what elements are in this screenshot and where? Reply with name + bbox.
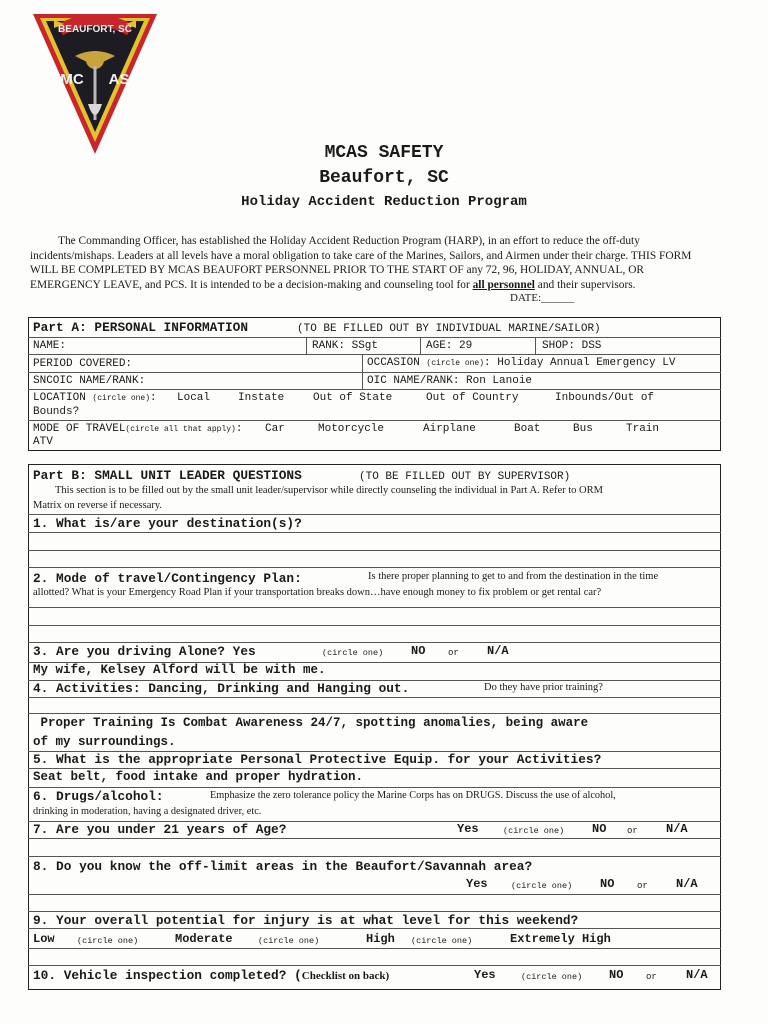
question-7-option-na[interactable]: N/A (666, 822, 688, 836)
location-option-local[interactable]: Local (177, 392, 211, 404)
location-option-inbounds[interactable]: Inbounds/Out of (555, 392, 655, 404)
question-3-option-no[interactable]: NO (411, 644, 426, 658)
question-9-circle-note-2: (circle one) (258, 936, 320, 946)
travel-option-car[interactable]: Car (265, 423, 285, 435)
logo-text-top: BEAUFORT, SC (58, 24, 132, 35)
location-option-out-of-state[interactable]: Out of State (313, 392, 393, 404)
intro-paragraph (30, 234, 715, 292)
question-9-circle-note-1: (circle one) (77, 936, 139, 946)
question-10-option-no[interactable]: NO (609, 968, 624, 982)
question-8-or: or (637, 881, 648, 891)
question-7-option-yes[interactable]: Yes (457, 822, 479, 836)
question-7: 7. Are you under 21 years of Age? (33, 822, 287, 837)
location-option-wrap: Bounds? (33, 406, 80, 418)
question-1: 1. What is/are your destination(s)? (33, 516, 302, 531)
part-b-title: Part B: SMALL UNIT LEADER QUESTIONS (33, 468, 302, 483)
question-8-option-no[interactable]: NO (600, 877, 615, 891)
occasion-field[interactable] (367, 357, 675, 369)
question-3-option-na[interactable]: N/A (487, 644, 509, 658)
part-b-description-2: Matrix on reverse if necessary. (33, 500, 163, 511)
question-10-circle-note: (circle one) (521, 972, 583, 982)
question-7-circle-note: (circle one) (503, 826, 565, 836)
period-covered-field[interactable]: PERIOD COVERED: (33, 358, 133, 370)
question-8-option-yes[interactable]: Yes (466, 877, 488, 891)
question-9-option-low[interactable]: Low (33, 932, 55, 946)
question-9: 9. Your overall potential for injury is at what level for this weekend? (33, 913, 579, 928)
travel-option-train[interactable]: Train (626, 423, 660, 435)
question-9-option-moderate[interactable]: Moderate (175, 932, 233, 946)
question-3-answer[interactable]: My wife, Kelsey Alford will be with me. (33, 663, 326, 677)
question-10-option-yes[interactable]: Yes (474, 968, 496, 982)
part-b-note: (TO BE FILLED OUT BY SUPERVISOR) (359, 471, 571, 483)
occasion-value: : Holiday Annual Emergency LV (484, 357, 676, 369)
location-circle-note: (circle one) (92, 394, 151, 403)
question-6-note-1: Emphasize the zero tolerance policy the Marine Corps has on DRUGS. Discuss the use of alcohol, (210, 790, 616, 801)
sncoic-field[interactable]: SNCOIC NAME/RANK: (33, 375, 146, 387)
question-10-or: or (646, 972, 657, 982)
part-a-title: Part A: PERSONAL INFORMATION (33, 320, 249, 335)
question-4: 4. Activities: Dancing, Drinking and Hanging out. (33, 681, 410, 696)
travel-option-motorcycle[interactable]: Motorcycle (318, 423, 385, 435)
question-3-or: or (448, 648, 459, 658)
part-b-description-1: This section is to be filled out by the small unit leader/supervisor while directly counseling the individual in Part A. Refer to ORM (55, 485, 603, 496)
question-10-note: Checklist on back) (301, 970, 390, 982)
date-field[interactable]: DATE:______ (510, 292, 575, 304)
intro-emphasis: all personnel (472, 278, 535, 291)
form-location: Beaufort, SC (319, 168, 449, 188)
occasion-circle-note: (circle one) (426, 359, 485, 368)
travel-label: MODE OF TRAVEL(circle all that apply): (33, 423, 243, 435)
question-5: 5. What is the appropriate Personal Protective Equip. for your Activities? (33, 752, 602, 767)
form-title: MCAS SAFETY (324, 143, 444, 163)
oic-field[interactable]: OIC NAME/RANK: Ron Lanoie (367, 375, 533, 387)
question-7-or: or (627, 826, 638, 836)
rank-field[interactable]: RANK: SSgt (312, 340, 379, 352)
question-4-note: Do they have prior training? (484, 682, 603, 693)
question-4-answer-2[interactable]: of my surroundings. (33, 735, 176, 749)
location-option-instate[interactable]: Instate (238, 392, 285, 404)
question-3-circle-note: (circle one) (322, 648, 384, 658)
question-8-circle-note: (circle one) (511, 881, 573, 891)
name-field[interactable]: NAME: (33, 340, 67, 352)
question-8-option-na[interactable]: N/A (676, 877, 698, 891)
age-field[interactable]: AGE: 29 (426, 340, 473, 352)
question-2-note-2: allotted? What is your Emergency Road Plan if your transportation breaks down…have enough money to fix problem or get rental car? (33, 587, 602, 598)
location-option-out-of-country[interactable]: Out of Country (426, 392, 519, 404)
question-5-answer[interactable]: Seat belt, food intake and proper hydration. (33, 770, 364, 784)
question-7-option-no[interactable]: NO (592, 822, 607, 836)
intro-text-a: The Commanding Officer, has established the Holiday Accident Reduction Program (HARP), in an effort to reduce the off-duty incidents/mishaps. Leaders at all levels have a moral obligation to take care of the Marines, Sailors, and Airmen under their charge. THIS FORM WILL BE COMPLETED BY MCAS BEAUFORT PERSONNEL PRIOR TO THE START OF any 72, 96, HOLIDAY, ANNUAL, OR EMERGENCY LEAVE, and PCS. It is intended to be a decision-making and counseling tool for (30, 235, 692, 291)
question-2-note-1: Is there proper planning to get to and from the destination in the time (368, 571, 659, 582)
intro-text-b: and their supervisors. (534, 278, 636, 291)
mcas-beaufort-logo (30, 8, 160, 158)
shop-field[interactable]: SHOP: DSS (542, 340, 602, 352)
question-9-circle-note-3: (circle one) (411, 936, 473, 946)
question-9-option-high[interactable]: High (366, 932, 395, 946)
travel-option-bus[interactable]: Bus (573, 423, 593, 435)
travel-circle-note: (circle all that apply) (125, 425, 236, 434)
question-8: 8. Do you know the off-limit areas in the Beaufort/Savannah area? (33, 859, 533, 874)
question-3: 3. Are you driving Alone? Yes (33, 644, 256, 659)
travel-option-atv[interactable]: ATV (33, 436, 53, 448)
travel-option-boat[interactable]: Boat (514, 423, 541, 435)
question-10-option-na[interactable]: N/A (686, 968, 708, 982)
part-a-note: (TO BE FILLED OUT BY INDIVIDUAL MARINE/SAILOR) (297, 323, 601, 335)
travel-option-airplane[interactable]: Airplane (423, 423, 476, 435)
question-6: 6. Drugs/alcohol: (33, 789, 164, 804)
location-label: LOCATION (circle one): (33, 392, 157, 404)
question-9-option-extremely-high[interactable]: Extremely High (510, 932, 611, 946)
logo-text-right: AS (108, 71, 130, 88)
question-6-note-2: drinking in moderation, having a designated driver, etc. (33, 806, 262, 817)
question-2: 2. Mode of travel/Contingency Plan: (33, 571, 302, 586)
logo-text-left: MC (60, 71, 84, 88)
question-10: 10. Vehicle inspection completed? (Checklist on back) (33, 968, 390, 983)
occasion-label: OCCASION (367, 357, 420, 369)
question-4-answer-1[interactable]: Proper Training Is Combat Awareness 24/7, spotting anomalies, being aware (33, 716, 589, 730)
program-title: Holiday Accident Reduction Program (241, 194, 527, 210)
